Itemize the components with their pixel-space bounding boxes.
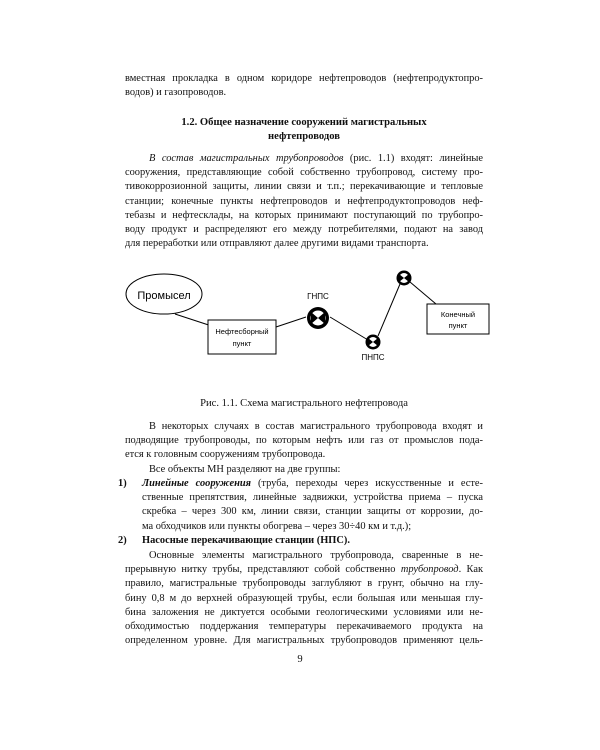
paragraph-3-term-italic: трубопровод <box>400 564 459 576</box>
list-item-1-line: ственные препятствия, линейные задвижки, устройства приема – пуска <box>142 492 483 504</box>
groups-line: Все объекты МН разделяют на две группы: <box>149 463 341 475</box>
list-item-1-line: ма обходчиков или пункты обогрева – через 30÷40 км и т.д.); <box>142 520 412 532</box>
page-number: 9 <box>297 654 303 665</box>
list-number-1: 1) <box>118 478 127 489</box>
paragraph-3-line: бину 0,8 м до верхней образующей трубы, если большая или меньшая глу- <box>125 592 483 604</box>
list-item-2 <box>118 534 483 549</box>
collect-point-label-1: Нефтесборный <box>215 327 269 336</box>
intro-line-1: вместная прокладка в одном коридоре нефтепроводов (нефтепродуктопро- <box>125 73 483 84</box>
section-heading-line-2: нефтепроводов <box>268 130 340 142</box>
paragraph-2 <box>125 420 483 477</box>
paragraph-2-line: подводящие трубопроводы, по которым нефть или газ от промыслов пода- <box>125 435 483 447</box>
paragraph-3-line: правило, магистральные трубопроводы заглубляют в грунт, обычно на глу- <box>125 578 483 590</box>
paragraph-3-line-1: Основные элементы магистрального трубопровода, сваренные в не- <box>149 550 483 561</box>
intermediate-station-icon <box>397 271 412 286</box>
gnps-station-icon <box>307 307 329 329</box>
section-heading <box>125 116 483 143</box>
paragraph-3-line: бина заложения не диктуется особыми геологическими условиями или не- <box>125 606 483 618</box>
end-point-label-1: Конечный <box>440 310 476 319</box>
list-item-1 <box>118 477 483 535</box>
list-item-1-rest: (труба, переходы через искусственные и есте- <box>251 478 483 489</box>
list-item-1-title: Линейные сооружения <box>142 478 252 489</box>
paragraph-2-line: ется к головным сооружениям трубопровода. <box>125 449 326 461</box>
paragraph-1-line: тивокоррозионной защиты, линии связи и т.п.; перекачивающие и тепловые <box>125 181 483 193</box>
section-heading-line-1: 1.2. Общее назначение сооружений магистральных <box>181 117 427 128</box>
gnps-label: ГНПС <box>307 292 329 301</box>
paragraph-2-line: В некоторых случаях в состав магистрального трубопровода входят и <box>149 421 483 432</box>
connector-station-end <box>410 282 436 304</box>
connector-collect-gnps <box>276 317 306 327</box>
paragraph-3-line: обходимостью поддержания температуры перекачиваемого продукта на <box>125 621 483 633</box>
paragraph-1-lead-rest: (рис. 1.1) входят: линейные <box>343 153 484 164</box>
paragraph-3-line-2 <box>125 563 483 577</box>
paragraph-1-line: сооружения, представляющие собой собственно трубопровод, систему про- <box>125 167 483 179</box>
list-item-2-title: Насосные перекачивающие станции (НПС). <box>142 535 350 546</box>
paragraph-1-lead-italic: В состав магистральных трубопроводов <box>149 153 344 164</box>
intro-paragraph <box>125 72 483 100</box>
pnps-label: ПНПС <box>361 353 385 362</box>
list-item-1-line-1 <box>142 477 483 491</box>
paragraph-3-line-2-pre: прерывную нитку трубы, представляют собой собственно <box>125 564 401 576</box>
paragraph-1-line: воду продукт и распределяют его между потребителями, подают на завод <box>125 224 483 236</box>
paragraph-1-line: тебазы и нефтесклады, на которых принимают поступающий по трубопро- <box>125 209 483 221</box>
connector-pnps-station <box>378 284 400 336</box>
figure-caption: Рис. 1.1. Схема магистрального нефтепровода <box>200 398 408 409</box>
collect-point-box <box>208 320 276 354</box>
paragraph-1-line: для переработки или отправляют далее другими видами транспорта. <box>125 238 429 250</box>
list-item-2-text <box>142 534 483 548</box>
paragraph-3-line: определенном уровне. Для магистральных трубопроводов применяют цель- <box>125 635 483 647</box>
list-item-1-line: скребка – через 300 км, линии связи, станции защиты от коррозии, до- <box>142 506 483 518</box>
pnps-station-icon <box>366 335 381 350</box>
list-number-2: 2) <box>118 535 127 546</box>
intro-line-2: водов) и газопроводов. <box>125 87 227 99</box>
pipeline-diagram <box>0 262 600 382</box>
paragraph-3 <box>125 549 483 648</box>
paragraph-3-line-2-post: . Как <box>458 564 483 576</box>
list-item-1-text <box>142 477 483 534</box>
connector-gnps-pnps <box>330 317 368 340</box>
paragraph-1 <box>125 152 483 251</box>
promysel-label: Промысел <box>137 290 191 302</box>
paragraph-1-line-1 <box>125 152 483 166</box>
collect-point-label-2: пункт <box>232 339 252 348</box>
end-point-label-2: пункт <box>448 321 468 330</box>
paragraph-1-line: станции; конечные пункты нефтепроводов и нефтепродуктопроводов неф- <box>125 195 483 207</box>
